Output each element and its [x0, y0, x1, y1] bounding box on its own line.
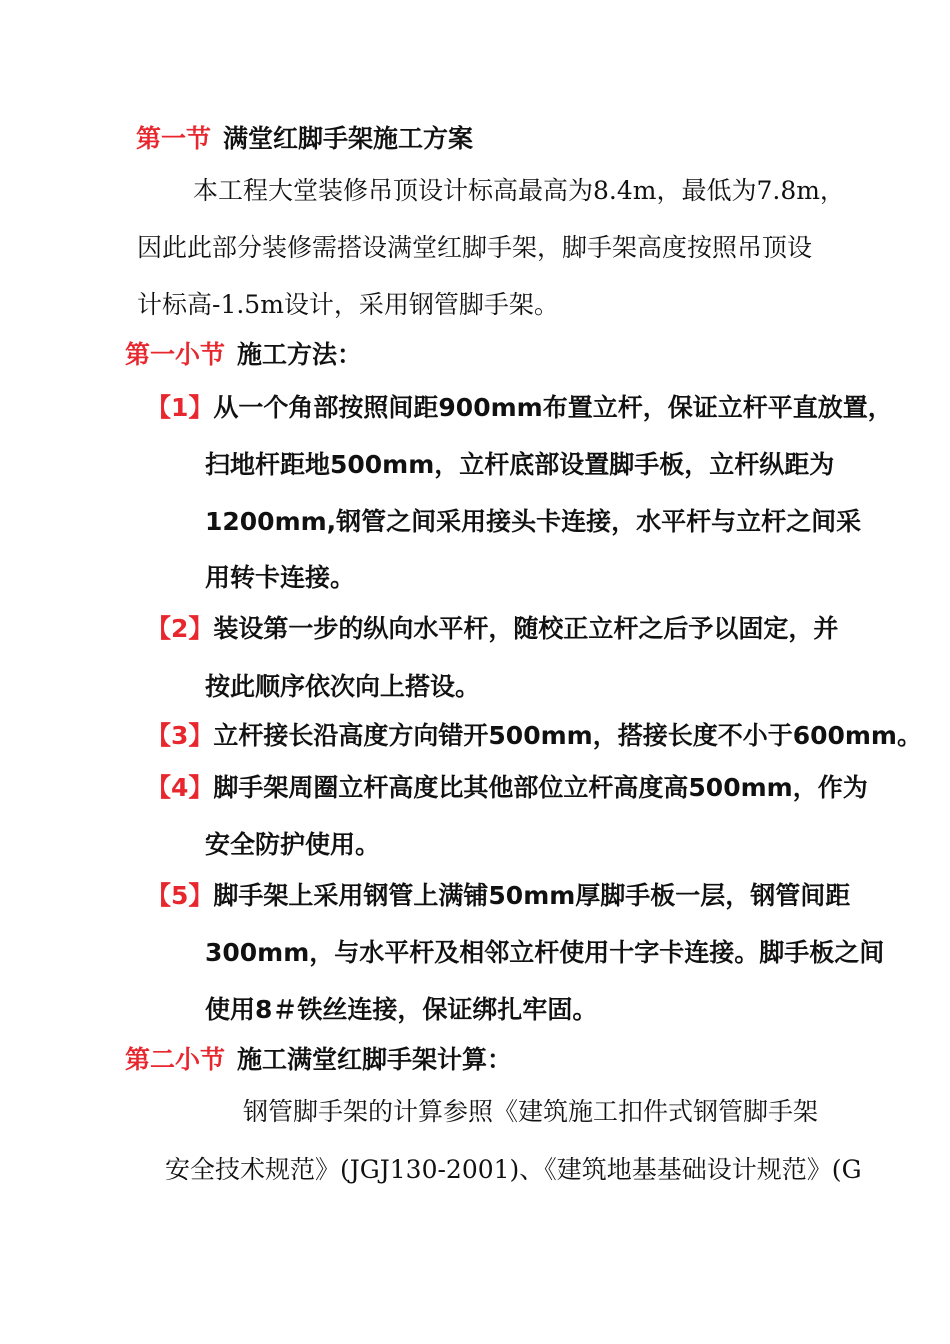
item-text: 用转卡连接。: [205, 563, 356, 592]
section-heading: [136, 124, 473, 154]
item-text: 1200mm,钢管之间采用接头卡连接，水平杆与立杆之间采: [205, 507, 862, 536]
item-text: 安全防护使用。: [205, 830, 381, 859]
item-marker: 【3】: [146, 721, 214, 750]
subsection-heading: [125, 1045, 512, 1075]
item-marker: 【4】: [146, 773, 214, 802]
item-marker: 【2】: [146, 614, 214, 643]
subsection-label: 第一小节: [125, 340, 226, 369]
subsection-label: 第二小节: [125, 1045, 226, 1074]
item-text: 脚手架上采用钢管上满铺50mm厚脚手板一层，钢管间距: [213, 881, 851, 910]
item-text: 按此顺序依次向上搭设。: [205, 672, 481, 701]
list-item: [146, 721, 922, 751]
item-text: 装设第一步的纵向水平杆，随校正立杆之后予以固定，并: [213, 614, 839, 643]
subsection-title: 施工满堂红脚手架计算：: [237, 1045, 513, 1074]
item-text: 从一个角部按照间距900mm布置立杆，保证立杆平直放置，: [213, 393, 893, 422]
item-text: 300mm，与水平杆及相邻立杆使用十字卡连接。脚手板之间: [205, 938, 885, 967]
intro-line: 计标高-1.5m设计，采用钢管脚手架。: [137, 290, 559, 319]
intro-line: 本工程大堂装修吊顶设计标高最高为8.4m，最低为7.8m，: [193, 176, 845, 205]
list-item: [146, 614, 838, 644]
item-text: 立杆接长沿高度方向错开500mm，搭接长度不小于600mm。: [213, 721, 922, 750]
subsection-title: 施工方法：: [237, 340, 363, 369]
list-item: [146, 393, 893, 423]
list-item: [146, 773, 868, 803]
item-marker: 【5】: [146, 881, 214, 910]
item-text: 扫地杆距地500mm，立杆底部设置脚手板，立杆纵距为: [205, 450, 835, 479]
item-text: 脚手架周圈立杆高度比其他部位立杆高度高500mm，作为: [213, 773, 868, 802]
item-text: 使用8＃铁丝连接，保证绑扎牢固。: [205, 995, 598, 1024]
section-label: 第一节: [136, 124, 212, 153]
body-line: 安全技术规范》(JGJ130-2001)、《建筑地基基础设计规范》(G: [165, 1155, 862, 1184]
section-title: 满堂红脚手架施工方案: [223, 124, 474, 153]
intro-line: 因此此部分装修需搭设满堂红脚手架，脚手架高度按照吊顶设: [137, 233, 813, 262]
subsection-heading: [125, 340, 362, 370]
item-marker: 【1】: [146, 393, 214, 422]
body-line: 钢管脚手架的计算参照《建筑施工扣件式钢管脚手架: [243, 1097, 819, 1126]
list-item: [146, 881, 850, 911]
